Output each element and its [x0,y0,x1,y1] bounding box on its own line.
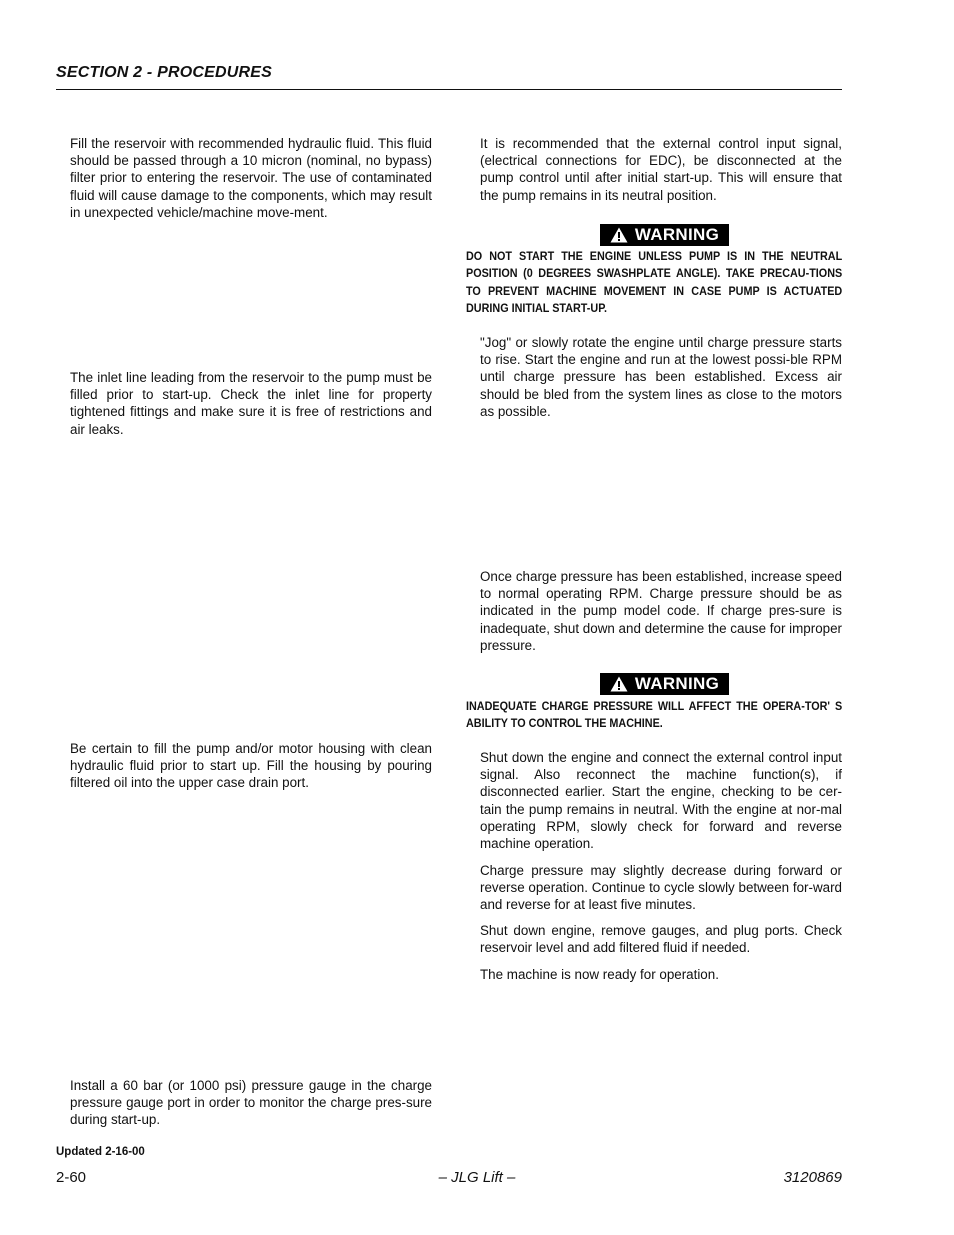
paragraph-remove-gauges: Shut down engine, remove gauges, and plug ports. Check reservoir level and add filtered fluid if needed. [480,923,842,956]
warning-label: WARNING [634,225,720,244]
page-number: 2-60 [56,1169,87,1186]
section-header [56,64,842,90]
paragraph-inlet-line: The inlet line leading from the reservoir to the pump must be filled prior to start-up. Check the inlet line for property tightened fittings and make sure it is free of restrictions and air leaks. [70,370,432,437]
paragraph-charge-pressure: Once charge pressure has been established, increase speed to normal operating RPM. Charge pressure should be as indicated in the pump model code. If charge pres-sure is inadequate, shut down and determine the cause for improper pressure. [480,569,842,653]
warning-label: WARNING [634,674,720,693]
paragraph-cycle-operation: Charge pressure may slightly decrease during forward or reverse operation. Continue to cycle slowly between for-ward and reverse for at least five minutes. [480,863,842,913]
paragraph-install-gauge: Install a 60 bar (or 1000 psi) pressure gauge in the charge pressure gauge port in order to monitor the charge pres-sure during start-up. [70,1078,432,1128]
paragraph-ready: The machine is now ready for operation. [480,967,719,982]
footer-brand: – JLG Lift – [438,1169,516,1186]
warning-badge [600,673,729,695]
warning-text-neutral: DO NOT START THE ENGINE UNLESS PUMP IS IN THE NEUTRAL POSITION (0 DEGREES SWASHPLATE ANGLE). TAKE PRECAU-TIONS TO PREVENT MACHINE MOVEMENT IN CASE PUMP IS ACTUATED DURING INITIAL START-UP. [466,249,843,315]
paragraph-control-input: It is recommended that the external control input signal, (electrical connections for EDC), be disconnected at the pump control until after initial start-up. This will ensure that the pump remains in its neutral position. [480,136,842,203]
paragraph-fill-housing: Be certain to fill the pump and/or motor housing with clean hydraulic fluid prior to start up. Fill the housing by pouring filtered oil into the upper case drain port. [70,741,432,791]
warning-triangle-icon [610,227,628,243]
paragraph-jog-engine: "Jog" or slowly rotate the engine until charge pressure starts to rise. Start the engine and run at the lowest possi-ble RPM until charge pressure has been established. Excess air should be bled from the system lines as close to the motors as possible. [480,335,842,419]
document-number: 3120869 [783,1169,842,1186]
paragraph-reconnect-control: Shut down the engine and connect the external control input signal. Also reconnect the machine function(s), if disconnected earlier. Start the engine, checking to be cer-tain the pump remains in neutral. With the engine at nor-mal operating RPM, slowly check for forward and reverse machine operation. [480,750,842,852]
warning-triangle-icon [610,676,628,692]
paragraph-fill-reservoir: Fill the reservoir with recommended hydraulic fluid. This fluid should be passed through a 10 micron (nominal, no bypass) filter prior to entering the reservoir. The use of contaminated fluid will cause damage to the components, which may result in unexpected vehicle/machine move-ment. [70,136,432,220]
section-title: SECTION 2 - PROCEDURES [56,64,272,81]
warning-text-charge-pressure: INADEQUATE CHARGE PRESSURE WILL AFFECT THE OPERA-TOR' S ABILITY TO CONTROL THE MACHINE. [466,699,843,731]
updated-date: Updated 2-16-00 [56,1146,145,1158]
warning-badge [600,224,729,246]
